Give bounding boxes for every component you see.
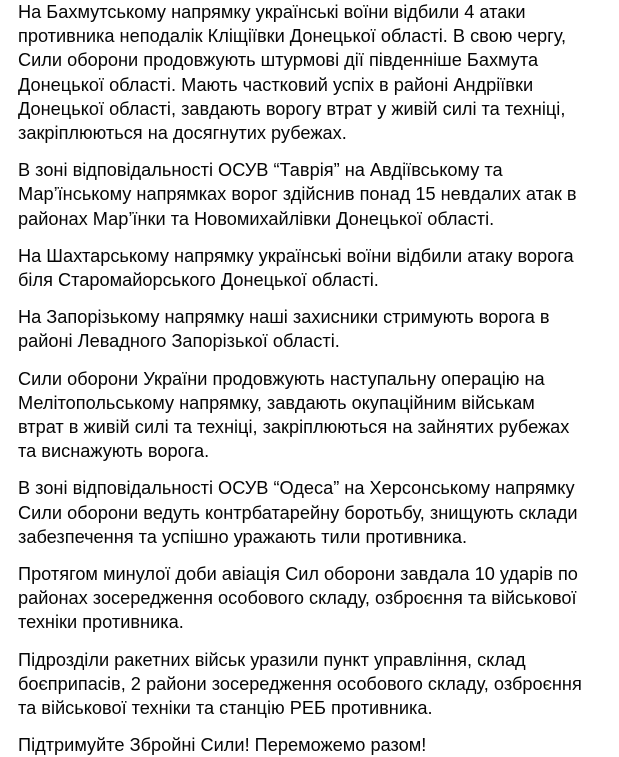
post-paragraph-aviation: Протягом минулої доби авіація Сил оборони завдала 10 ударів по районах зосередження особового складу, озброєння та військової техніки противника. xyxy=(18,564,578,633)
post-paragraph-zaporizhzhia: На Запорізькому напрямку наші захисники стримують ворога в районі Левадного Запорізької області. xyxy=(18,307,550,352)
post-body xyxy=(18,0,614,757)
post-paragraph-tavria: В зоні відповідальності ОСУВ “Таврія” на Авдіївському та Мар’їнському напрямках ворог здійснив понад 15 невдалих атак в районах Мар’їнки та Новомихайлівки Донецької області. xyxy=(18,160,577,229)
post-paragraph-shakhtarsk: На Шахтарському напрямку українські воїни відбили атаку ворога біля Старомайорського Донецької області. xyxy=(18,245,574,291)
post-paragraph-missile-troops: Підрозділи ракетних військ уразили пункт управління, склад боєприпасів, 2 райони зосередження особового складу, озброєння та військової техніки та станцію РЕБ противника. xyxy=(18,649,582,719)
post-paragraph-odesa: В зоні відповідальності ОСУВ “Одеса” на Херсонському напрямку Сили оборони ведуть контрбатарейну боротьбу, знищують склади забезпечення та успішно уражають тили противника. xyxy=(18,478,578,547)
post-paragraph-bakhmut: На Бахмутському напрямку українські воїни відбили 4 атаки противника неподалік Кліщіївки Донецької області. В свою чергу, Сили оборони продовжують штурмові дії південніше Бахмута Донецької області. Мають частковий успіх в районі Андріївки Донецької області, завдають ворогу втрат у живій силі та техніці, закріплюються на досягнутих рубежах. xyxy=(18,2,567,144)
post-paragraph-melitopol: Сили оборони України продовжують наступальну операцію на Мелітопольському напрямку, завдають окупаційним військам втрат в живій силі та техніці, закріплюються на зайнятих рубежах та виснажують ворога. xyxy=(18,368,570,462)
post-paragraph-closing: Підтримуйте Збройні Сили! Переможемо разом! xyxy=(18,735,427,756)
